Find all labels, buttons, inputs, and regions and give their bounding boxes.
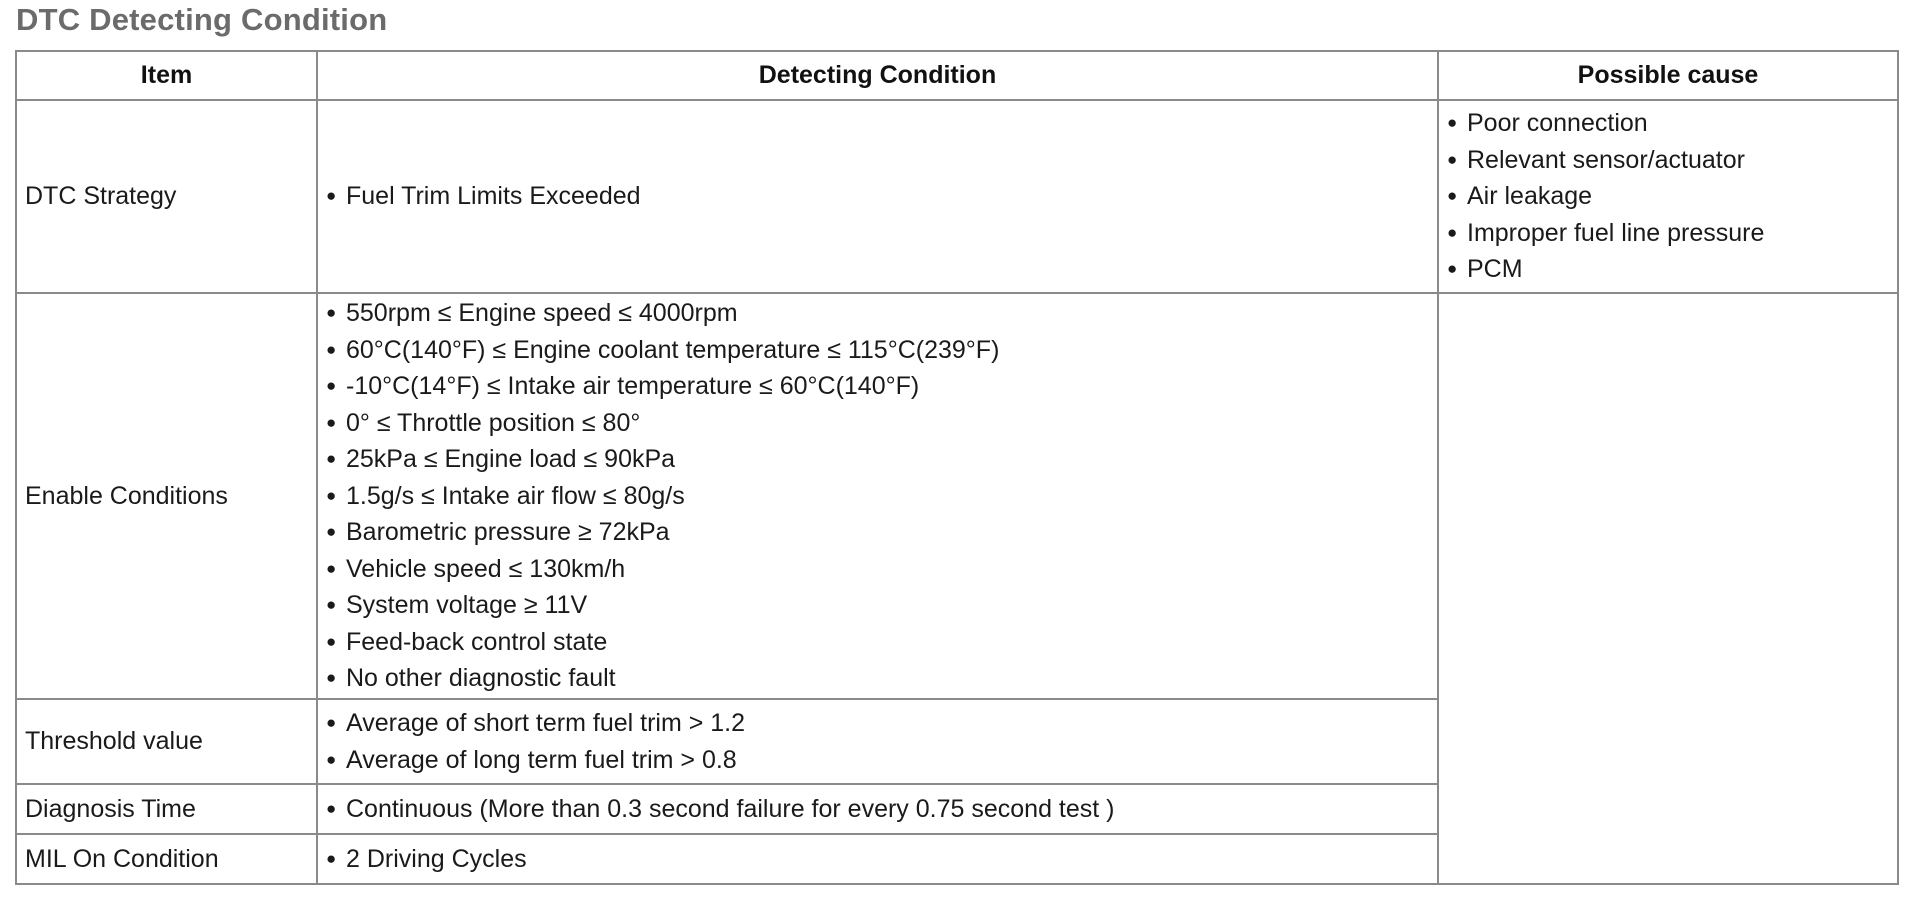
list-item: ● PCM [1447,251,1889,288]
header-detecting-condition: Detecting Condition [317,51,1438,100]
list-item: ● 60°C(140°F) ≤ Engine coolant temperature ≤ 115°C(239°F) [326,332,1429,369]
list-item: ● No other diagnostic fault [326,660,1429,697]
list-item: ● Poor connection [1447,105,1889,142]
list-item: ● 1.5g/s ≤ Intake air flow ≤ 80g/s [326,478,1429,515]
list-item: ● Relevant sensor/actuator [1447,142,1889,179]
list-item: ● 550rpm ≤ Engine speed ≤ 4000rpm [326,295,1429,332]
list-item: ● Feed-back control state [326,624,1429,661]
list-item: ● 25kPa ≤ Engine load ≤ 90kPa [326,441,1429,478]
list-item: ● Average of long term fuel trim > 0.8 [326,742,1429,779]
dtc-table [15,50,1899,885]
condition-list [326,841,1429,878]
list-item: ● 0° ≤ Throttle position ≤ 80° [326,405,1429,442]
header-possible-cause: Possible cause [1438,51,1898,100]
table-row [16,293,1898,699]
page-title: DTC Detecting Condition [16,2,388,37]
row-conditions [317,784,1438,834]
list-item: ● Air leakage [1447,178,1889,215]
list-item: ● Average of short term fuel trim > 1.2 [326,705,1429,742]
list-item: ● Fuel Trim Limits Exceeded [326,178,1429,215]
list-item: ● Improper fuel line pressure [1447,215,1889,252]
row-item-label: Diagnosis Time [16,784,317,834]
header-item: Item [16,51,317,100]
row-possible-causes [1438,100,1898,293]
condition-list [326,295,1429,697]
row-conditions [317,834,1438,884]
row-item-label: Enable Conditions [16,293,317,699]
list-item: ● Continuous (More than 0.3 second failure for every 0.75 second test ) [326,791,1429,828]
condition-list [326,705,1429,778]
list-item: ● System voltage ≥ 11V [326,587,1429,624]
table-row [16,100,1898,293]
row-conditions [317,293,1438,699]
row-item-label: DTC Strategy [16,100,317,293]
list-item: ● 2 Driving Cycles [326,841,1429,878]
table-header-row [16,51,1898,100]
row-item-label: MIL On Condition [16,834,317,884]
list-item: ● Barometric pressure ≥ 72kPa [326,514,1429,551]
condition-list [326,791,1429,828]
condition-list [326,178,1429,215]
row-item-label: Threshold value [16,699,317,784]
cause-list [1447,105,1889,288]
row-conditions [317,699,1438,784]
row-conditions [317,100,1438,293]
list-item: ● Vehicle speed ≤ 130km/h [326,551,1429,588]
list-item: ● -10°C(14°F) ≤ Intake air temperature ≤ 60°C(140°F) [326,368,1429,405]
empty-cause-cell [1438,293,1898,884]
